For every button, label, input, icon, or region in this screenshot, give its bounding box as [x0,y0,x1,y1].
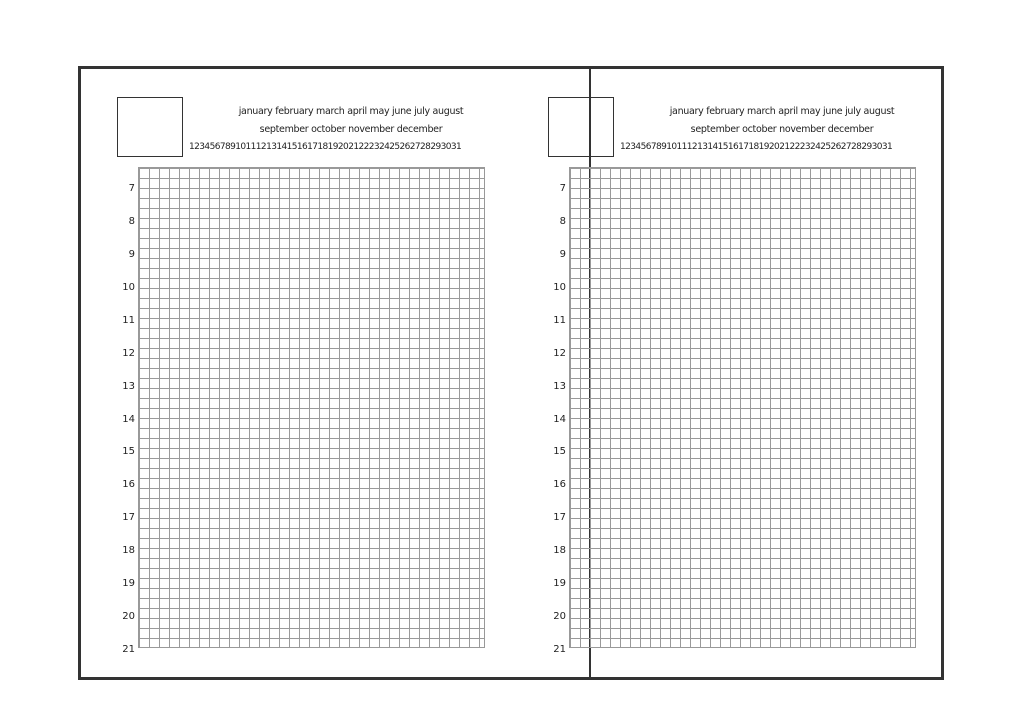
day-number: 19 [758,142,769,152]
day-number: 17 [307,142,318,152]
hour-label: 9 [128,248,135,260]
day-number: 10 [666,142,677,152]
day-number: 25 [820,142,831,152]
day-number: 13 [697,142,708,152]
day-number: 12 [686,142,698,152]
day-number: 14 [276,142,287,152]
day-number: 24 [378,142,390,152]
day-number: 6 [214,142,220,152]
hour-label: 13 [122,380,135,392]
day-number: 26 [399,142,410,152]
day-number: 4 [204,142,210,152]
hour-label: 13 [553,380,566,392]
right-page [512,69,942,677]
day-number: 22 [789,142,800,152]
hour-label: 11 [553,314,566,326]
day-number: 4 [635,142,641,152]
day-number: 11 [676,142,687,152]
photo-box [548,97,614,157]
hour-label: 15 [553,446,566,458]
hour-label: 21 [553,644,566,655]
day-number: 21 [779,142,790,152]
day-number: 6 [645,142,651,152]
day-number: 5 [640,142,646,152]
hour-label: 12 [553,347,566,359]
day-number: 29 [861,142,872,152]
day-number: 21 [348,142,359,152]
day-number: 18 [748,142,759,152]
month-list-line-2: september october november december [690,124,874,135]
day-number: 22 [358,142,369,152]
day-number: 10 [235,142,246,152]
day-number: 30 [871,142,882,152]
day-number: 31 [881,142,893,152]
day-number: 9 [230,142,236,152]
day-numbers [189,142,489,152]
hour-label: 10 [553,281,566,293]
day-number: 2 [194,142,200,152]
day-number: 16 [296,142,308,152]
planner-spread [78,66,944,680]
hour-label: 10 [122,281,135,293]
day-number: 23 [799,142,810,152]
day-number: 19 [327,142,338,152]
hour-labels [542,167,568,655]
hour-label: 19 [553,578,566,590]
hour-label: 14 [553,413,566,425]
hour-label: 12 [122,347,135,359]
month-list-line-1: january february march april may june july august [669,106,895,117]
hour-label: 20 [553,611,566,623]
hour-label: 8 [128,215,135,227]
day-number: 16 [727,142,739,152]
day-number: 28 [420,142,431,152]
day-number: 15 [717,142,728,152]
day-number: 28 [851,142,862,152]
day-number: 13 [266,142,277,152]
day-number: 29 [430,142,441,152]
hour-label: 7 [128,183,135,194]
day-number: 23 [368,142,379,152]
day-number: 3 [630,142,636,152]
hour-label: 16 [553,479,566,491]
day-number: 2 [625,142,631,152]
day-number: 7 [219,142,225,152]
day-number: 27 [840,142,852,152]
time-grid [569,167,916,648]
day-number: 27 [409,142,421,152]
day-number: 1 [189,142,195,152]
hour-label: 11 [122,314,135,326]
hour-labels [111,167,137,655]
day-number: 15 [286,142,297,152]
hour-label: 16 [122,479,135,491]
day-number: 20 [768,142,780,152]
day-number: 18 [317,142,328,152]
hour-label: 8 [559,215,566,227]
day-number: 12 [255,142,267,152]
day-number: 8 [655,142,662,152]
day-number: 31 [450,142,462,152]
day-number: 3 [199,142,205,152]
hour-label: 17 [553,512,566,524]
hour-label: 19 [122,578,135,590]
day-number: 24 [809,142,821,152]
hour-label: 18 [553,545,566,557]
day-numbers [620,142,920,152]
day-number: 30 [440,142,451,152]
month-list-line-1: january february march april may june july august [238,106,464,117]
hour-label: 7 [559,183,566,194]
hour-label: 9 [559,248,566,260]
day-number: 17 [738,142,749,152]
time-grid [138,167,485,648]
day-number: 7 [650,142,656,152]
day-number: 14 [707,142,718,152]
day-number: 1 [620,142,626,152]
day-number: 9 [661,142,667,152]
day-number: 5 [209,142,215,152]
day-number: 25 [389,142,400,152]
day-number: 11 [245,142,256,152]
hour-label: 18 [122,545,135,557]
hour-label: 17 [122,512,135,524]
day-number: 26 [830,142,841,152]
hour-label: 15 [122,446,135,458]
photo-box [117,97,183,157]
day-number: 20 [337,142,349,152]
day-number: 8 [224,142,231,152]
left-page [81,69,511,677]
hour-label: 21 [122,644,135,655]
hour-label: 20 [122,611,135,623]
hour-label: 14 [122,413,135,425]
month-list-line-2: september october november december [259,124,443,135]
